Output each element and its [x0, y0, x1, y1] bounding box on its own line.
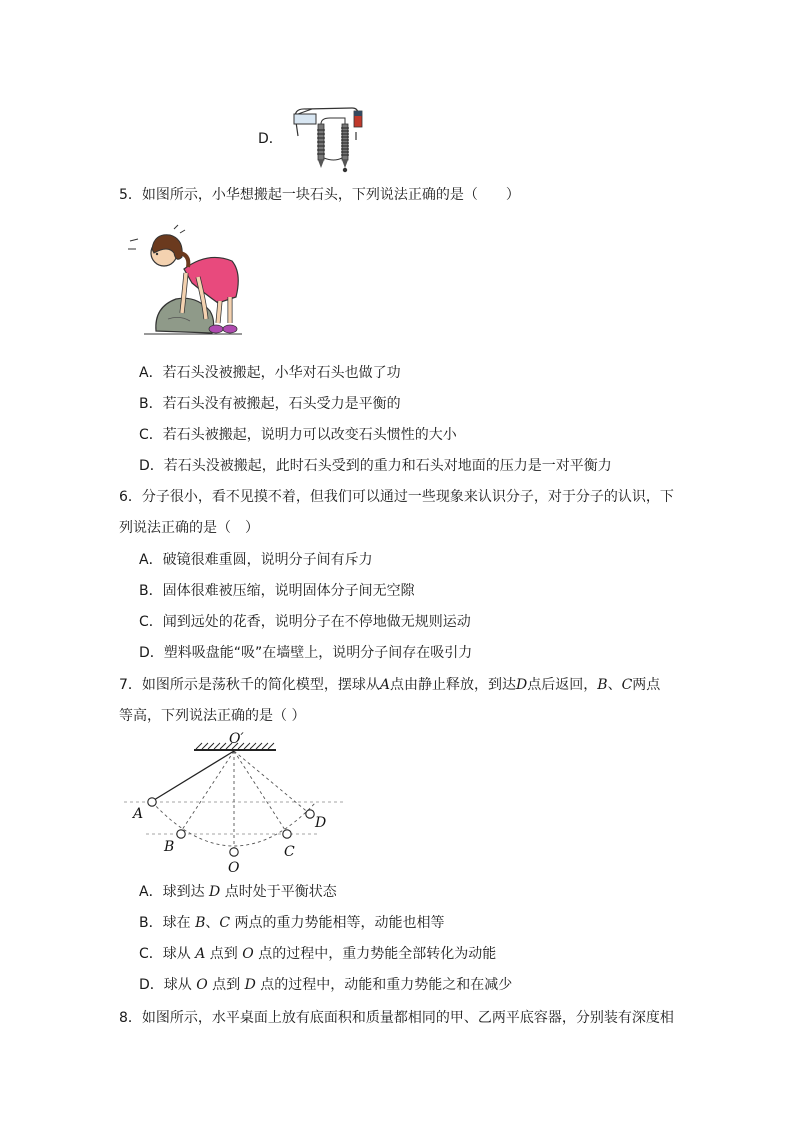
- label-o: O: [228, 860, 240, 876]
- q6-option-a: A．破镜很难重圆，说明分子间有斥力: [139, 552, 373, 568]
- label-d: D: [315, 815, 327, 831]
- q8-stem: 8．如图所示，水平桌面上放有底面积和质量都相同的甲、乙两平底容器，分别装有深度相: [119, 1010, 674, 1026]
- label-a: A: [133, 806, 144, 822]
- q7-option-b: B．球在 B、C 两点的重力势能相等，动能也相等: [139, 915, 445, 931]
- q6-option-d: D．塑料吸盘能“吸”在墙壁上，说明分子间存在吸引力: [139, 645, 473, 661]
- q4-option-d-label: D．: [258, 131, 283, 147]
- q7-stem-line1: 7．如图所示是荡秋千的简化模型，摆球从A点由静止释放，到达D点后返回，B、C两点: [119, 677, 661, 693]
- q7-option-c: C．球从 A 点到 O 点的过程中，重力势能全部转化为动能: [139, 946, 497, 962]
- pendulum-swing-figure: [118, 730, 350, 878]
- q5-option-b: B．若石头没有被搬起，石头受力是平衡的: [139, 396, 401, 412]
- label-c: C: [284, 844, 295, 860]
- q6-option-b: B．固体很难被压缩，说明固体分子间无空隙: [139, 583, 415, 599]
- girl-lifting-stone-figure: [124, 223, 254, 341]
- q7-stem-line2: 等高，下列说法正确的是（ ）: [119, 708, 306, 724]
- q6-stem-line1: 6．分子很小，看不见摸不着，但我们可以通过一些现象来认识分子，对于分子的认识，下: [119, 489, 674, 505]
- q5-option-c: C．若石头被搬起，说明力可以改变石头惯性的大小: [139, 427, 457, 443]
- q5-option-d: D．若石头没被搬起，此时石头受到的重力和石头对地面的压力是一对平衡力: [139, 458, 612, 474]
- q6-option-c: C．闻到远处的花香，说明分子在不停地做无规则运动: [139, 614, 471, 630]
- label-b: B: [164, 839, 175, 855]
- q7-option-a: A．球到达 D 点时处于平衡状态: [139, 884, 337, 900]
- label-pivot: O′: [229, 731, 244, 747]
- q5-option-a: A．若石头没被搬起，小华对石头也做了功: [139, 365, 401, 381]
- q6-stem-line2: 列说法正确的是（ ）: [119, 520, 259, 536]
- q5-stem: 5．如图所示，小华想搬起一块石头，下列说法正确的是（ ）: [119, 187, 520, 203]
- q7-option-d: D．球从 O 点到 D 点的过程中，动能和重力势能之和在减少: [139, 977, 513, 993]
- q4-circuit-figure: [284, 100, 364, 175]
